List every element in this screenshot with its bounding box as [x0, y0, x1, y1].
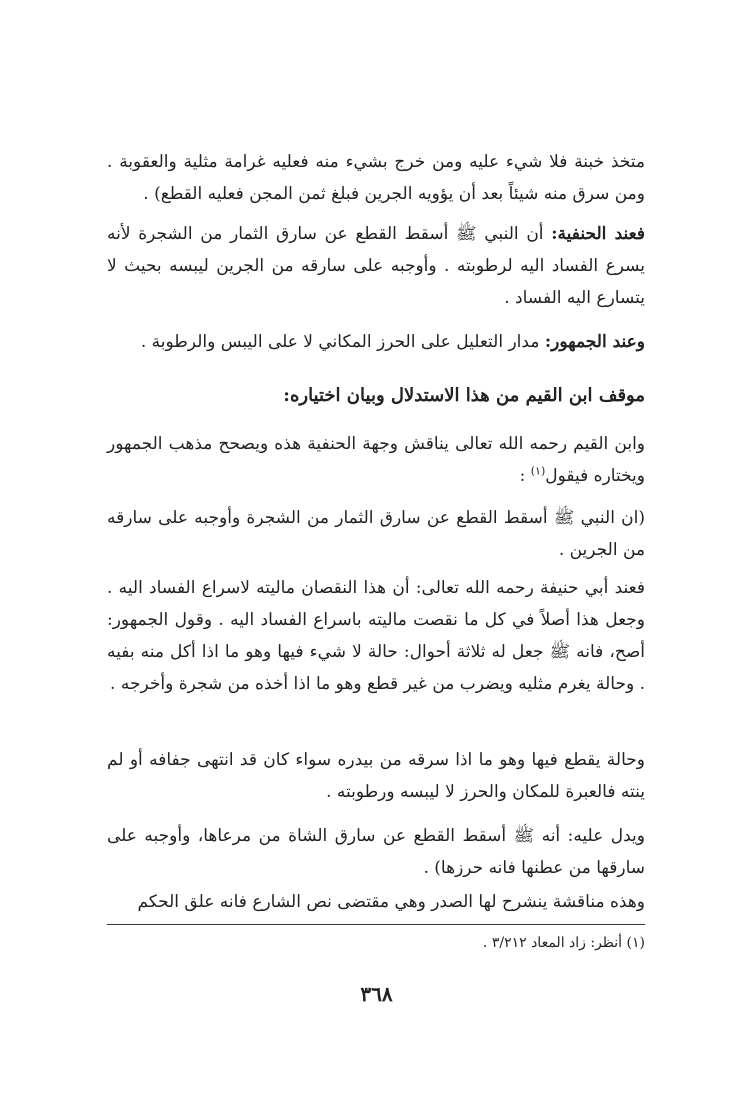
quote-paragraph [107, 502, 645, 566]
abu-hanifa-text: فعند أبي حنيفة رحمه الله تعالى: أن هذا النقصان ماليته لاسراع الفساد اليه . وجعل هذا أصلاً في كل ما نقصت ماليته باسراع الفساد اليه . وقول الجمهور: أصح، فانه ﷺ جعل له ثلاثة أحوال: حالة لا شيء فيها وهو ما اذا أكل منه بفيه . وحالة يغرم مثليه ويضرب من غير قطع وهو ما اذا أخذه من شجرة وأخرجه . [107, 578, 645, 694]
paragraph-ibn-qayyim [107, 428, 645, 492]
paragraph-1 [107, 146, 645, 210]
paragraph-hanafi [107, 218, 645, 314]
page-number: ٣٦٨ [360, 982, 393, 1006]
jumhur-text: مدار التعليل على الحرز المكاني لا على اليبس والرطوبة . [140, 332, 540, 352]
footnote: (١) أنظر: زاد المعاد ٣/٢١٢ . [482, 935, 645, 951]
third-case-text: وحالة يقطع فيها وهو ما اذا سرقه من بيدره سواء كان قد انتهى جفافه أو لم ينته فالعبرة للمكان والحرز لا ليبسه ورطوبته . [107, 750, 645, 802]
section-heading: موقف ابن القيم من هذا الاستدلال وبيان اختياره: [283, 385, 645, 406]
footnote-divider [107, 924, 645, 925]
ibn-qayyim-colon: : [519, 466, 526, 486]
paragraph-third-case [107, 744, 645, 808]
discussion-text: وهذه مناقشة ينشرح لها الصدر وهي مقتضى نص الشارع فانه علق الحكم [137, 892, 645, 912]
hanafi-text: أن النبي ﷺ أسقط القطع عن سارق الثمار من الشجرة لأنه يسرع الفساد اليه لرطوبته . وأوجبه على سارقه من الجرين ليبسه بحيث لا يتسارع اليه الفساد . [107, 224, 645, 308]
ibn-qayyim-text: وابن القيم رحمه الله تعالى يناقش وجهة الحنفية هذه ويصحح مذهب الجمهور ويختاره فيقول [107, 434, 645, 486]
paragraph-evidence [107, 820, 645, 884]
paragraph-jumhur [107, 326, 645, 358]
jumhur-label: وعند الجمهور: [544, 332, 645, 352]
hanafi-label: فعند الحنفية: [551, 224, 645, 244]
paragraph-1-text: متخذ خبنة فلا شيء عليه ومن خرج بشيء منه فعليه غرامة مثلية والعقوبة . ومن سرق منه شيئاً بعد أن يؤويه الجرين فبلغ ثمن المجن فعليه القطع) . [107, 152, 645, 204]
quote-text: (ان النبي ﷺ أسقط القطع عن سارق الثمار من الشجرة وأوجبه على سارقه من الجرين . [107, 508, 645, 560]
paragraph-discussion [107, 886, 645, 918]
paragraph-abu-hanifa [107, 572, 645, 700]
footnote-reference: (١) [530, 464, 546, 478]
evidence-text: ويدل عليه: أنه ﷺ أسقط القطع عن سارق الشاة من مرعاها، وأوجبه على سارقها من عطنها فانه حرزها) . [107, 826, 645, 878]
